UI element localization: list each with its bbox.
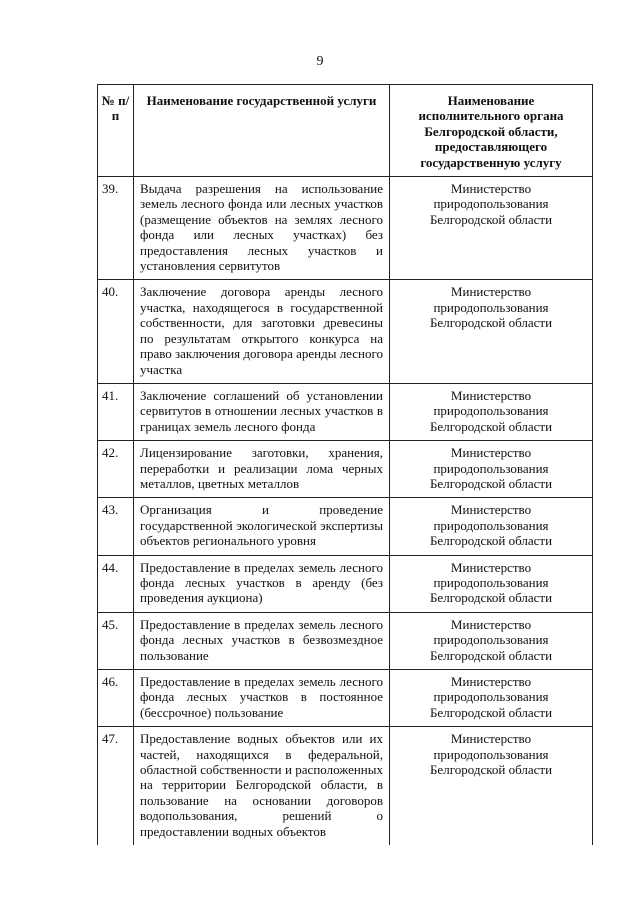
table-header — [98, 85, 593, 177]
table-row — [98, 280, 593, 383]
row-authority: Министерство природопользования Белгородской области — [390, 612, 593, 669]
row-number: 39. — [98, 177, 134, 280]
row-number: 45. — [98, 612, 134, 669]
row-service: Предоставление водных объектов или их частей, находящихся в федеральной, областной собственности и расположенных на территории Белгородской области, в пользование на основании договоров водопользования, решений о предоставлении водных объектов — [134, 727, 390, 845]
row-number: 43. — [98, 498, 134, 555]
row-service: Лицензирование заготовки, хранения, переработки и реализации лома черных металлов, цветных металлов — [134, 441, 390, 498]
row-service: Заключение договора аренды лесного участка, находящегося в государственной собственности, для заготовки древесины по результатам открытого конкурса на право заключения договора аренды лесного участка — [134, 280, 390, 383]
table-row — [98, 498, 593, 555]
row-service: Предоставление в пределах земель лесного фонда лесных участков в постоянное (бессрочное) пользование — [134, 670, 390, 727]
row-authority: Министерство природопользования Белгородской области — [390, 670, 593, 727]
row-number: 42. — [98, 441, 134, 498]
row-number: 41. — [98, 383, 134, 440]
row-service: Предоставление в пределах земель лесного фонда лесных участков в безвозмездное пользование — [134, 612, 390, 669]
table-row — [98, 383, 593, 440]
row-number: 40. — [98, 280, 134, 383]
row-service: Организация и проведение государственной экологической экспертизы объектов регионального уровня — [134, 498, 390, 555]
header-number: № п/п — [98, 85, 134, 177]
table-row — [98, 612, 593, 669]
table-row — [98, 727, 593, 845]
row-authority: Министерство природопользования Белгородской области — [390, 177, 593, 280]
services-table — [97, 84, 593, 845]
row-number: 44. — [98, 555, 134, 612]
header-service-name: Наименование государственной услуги — [134, 85, 390, 177]
row-authority: Министерство природопользования Белгородской области — [390, 280, 593, 383]
row-authority: Министерство природопользования Белгородской области — [390, 383, 593, 440]
page-number: 9 — [316, 54, 324, 69]
table-body — [98, 177, 593, 846]
row-service: Выдача разрешения на использование земель лесного фонда или лесных участков (размещение объектов на землях лесного фонда или лесных участках) без предоставления лесных участков и установления сервитутов — [134, 177, 390, 280]
row-authority: Министерство природопользования Белгородской области — [390, 555, 593, 612]
row-number: 46. — [98, 670, 134, 727]
row-authority: Министерство природопользования Белгородской области — [390, 441, 593, 498]
table-row — [98, 555, 593, 612]
row-number: 47. — [98, 727, 134, 845]
row-service: Заключение соглашений об установлении сервитутов в отношении лесных участков в границах земель лесного фонда — [134, 383, 390, 440]
table-row — [98, 670, 593, 727]
row-authority: Министерство природопользования Белгородской области — [390, 498, 593, 555]
header-authority: Наименование исполнительного органа Белгородской области, предоставляющего государственную услугу — [390, 85, 593, 177]
table-row — [98, 177, 593, 280]
table-row — [98, 441, 593, 498]
row-service: Предоставление в пределах земель лесного фонда лесных участков в аренду (без проведения аукциона) — [134, 555, 390, 612]
row-authority: Министерство природопользования Белгородской области — [390, 727, 593, 845]
